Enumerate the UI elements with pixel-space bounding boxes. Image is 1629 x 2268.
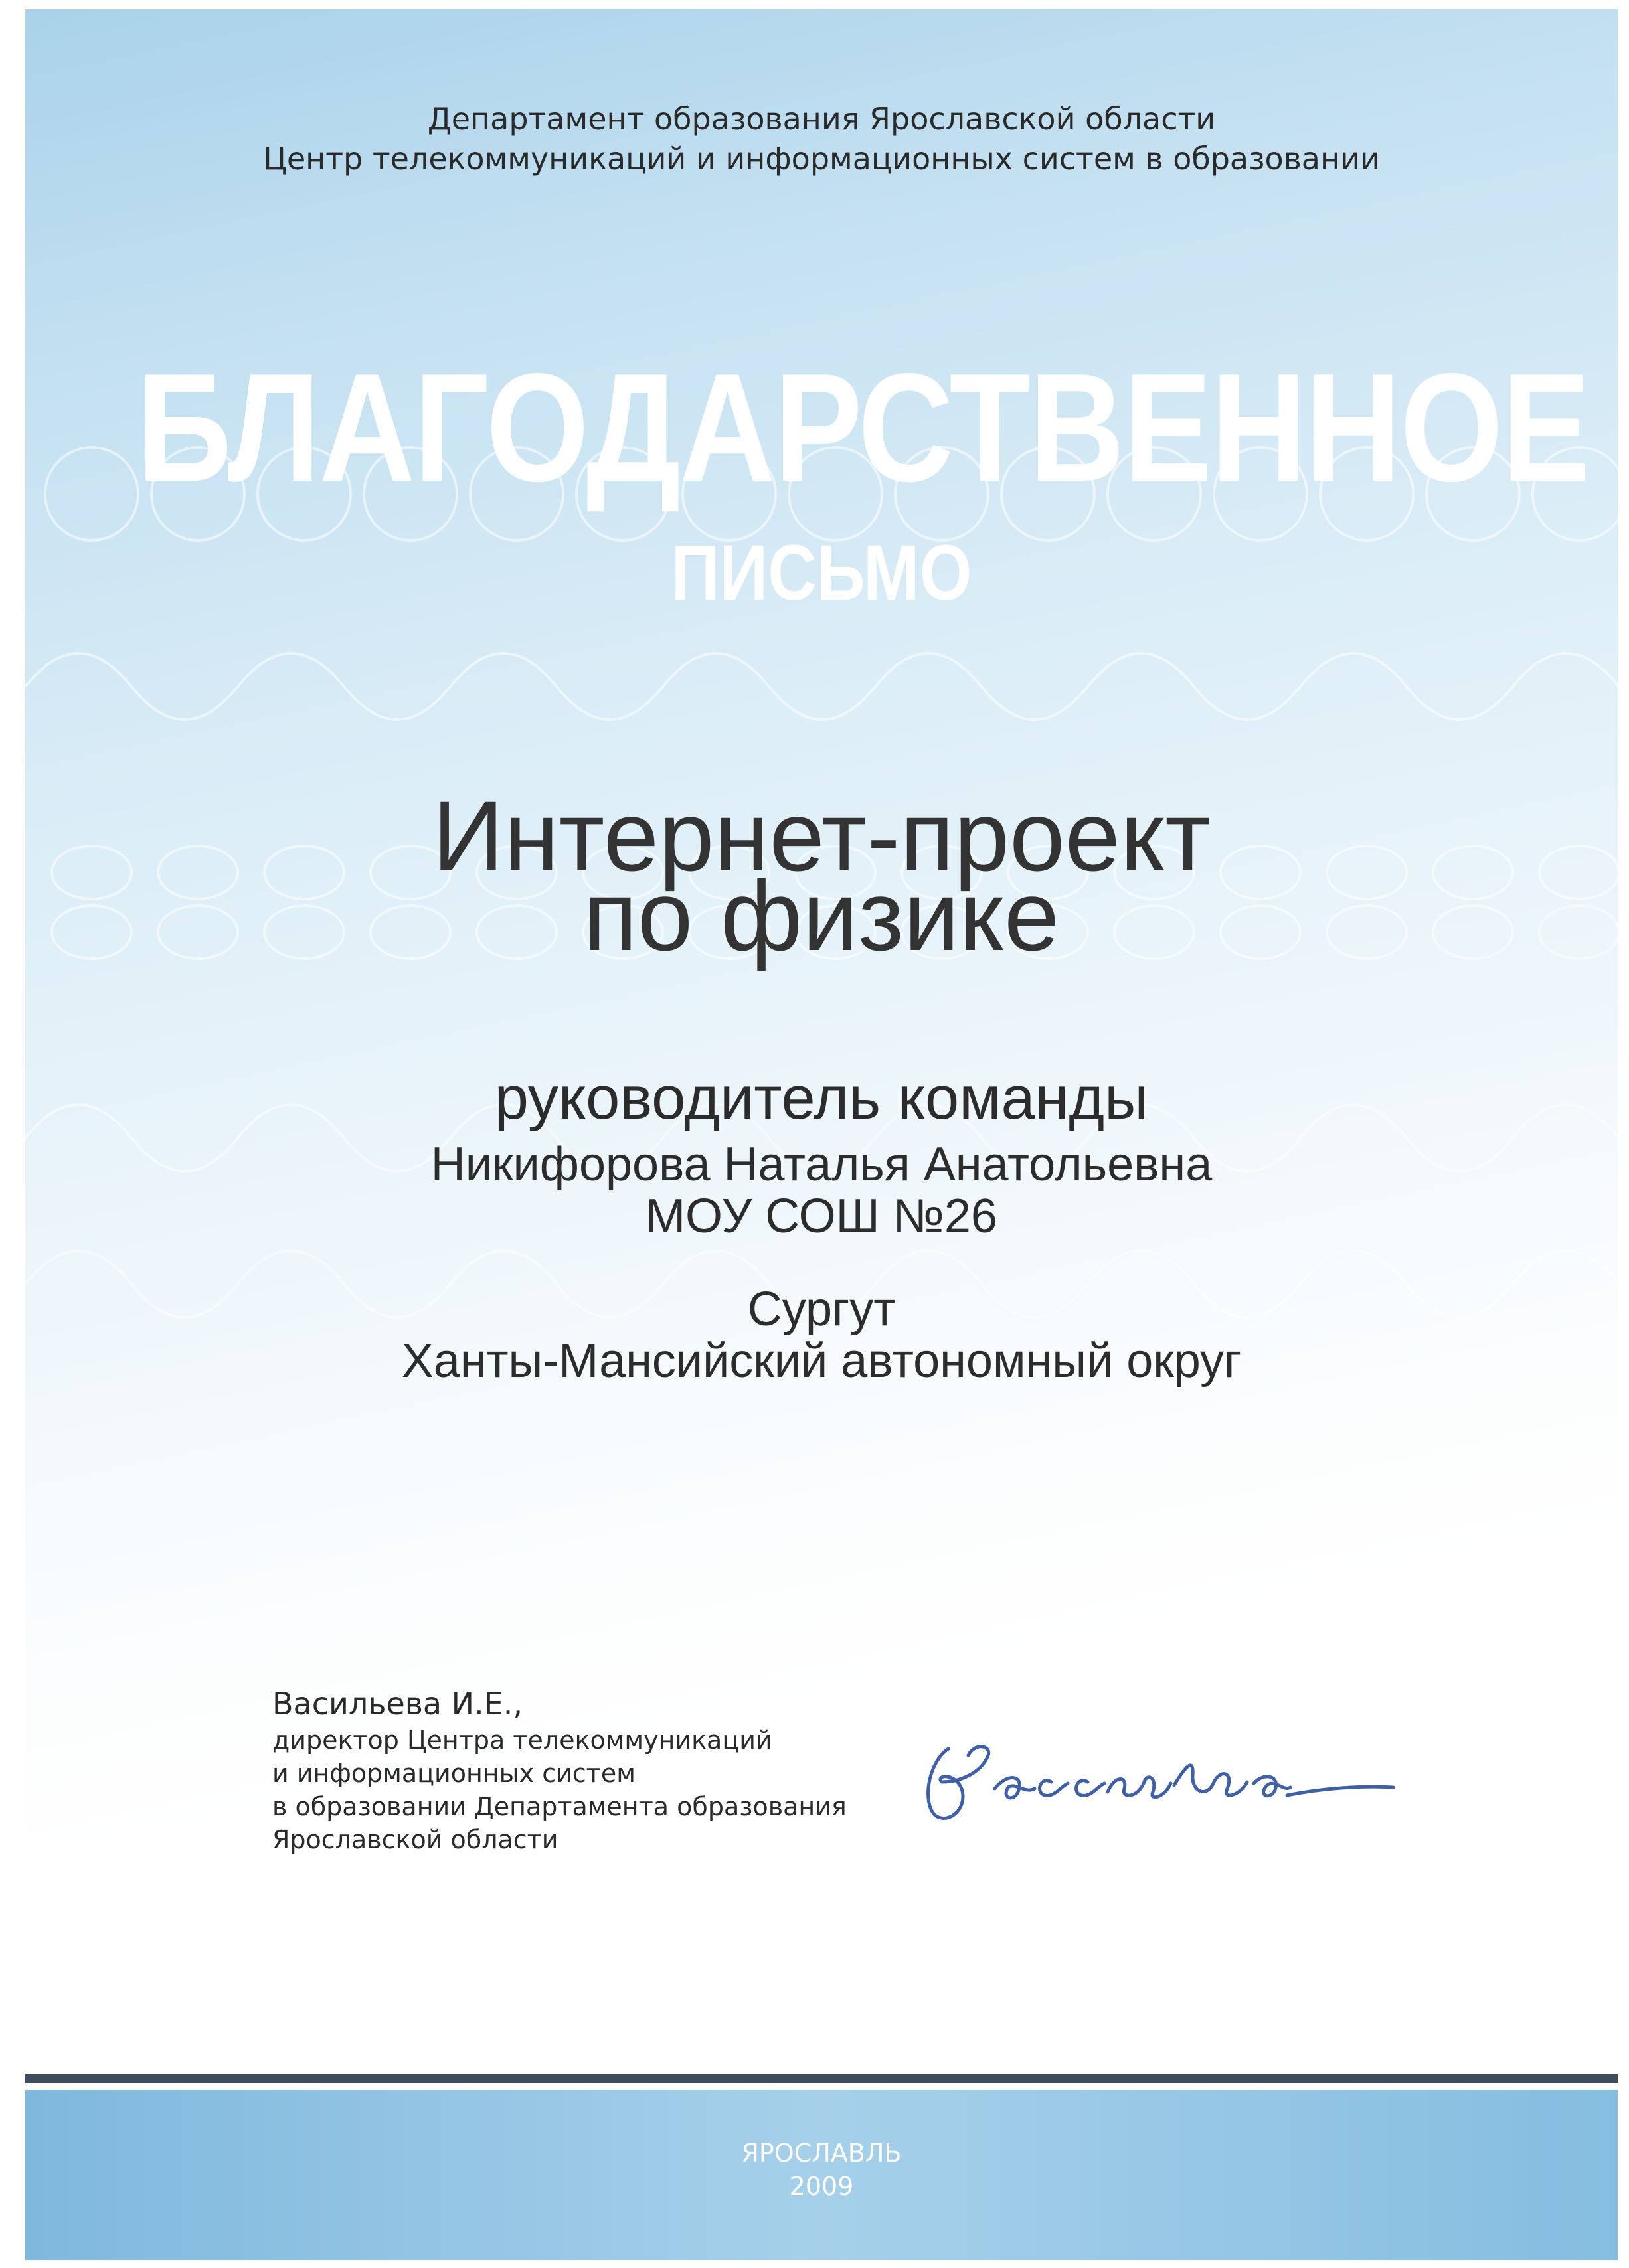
recipient-city: Сургут bbox=[747, 1283, 896, 1336]
signer-position-line: директор Центра телекоммуникаций bbox=[272, 1726, 772, 1755]
recipient-region: Ханты-Мансийский автономный округ bbox=[401, 1335, 1242, 1388]
signer-position-line: и информационных систем bbox=[272, 1759, 636, 1788]
signer-block bbox=[272, 1684, 847, 1856]
footer-year: 2009 bbox=[789, 2172, 854, 2201]
project-title-line1: Интернет-проект bbox=[432, 780, 1211, 892]
certificate-title: БЛАГОДАРСТВЕННОЕ bbox=[136, 342, 1589, 514]
signer-position-line: в образовании Департамента образования bbox=[272, 1792, 847, 1821]
handwritten-signature bbox=[908, 1709, 1400, 1842]
certificate-subtitle: ПИСЬМО bbox=[671, 529, 972, 617]
recipient-role: руководитель команды bbox=[494, 1064, 1149, 1132]
certificate-sheet bbox=[25, 9, 1618, 2260]
signer-position-line: Ярославской области bbox=[272, 1825, 558, 1854]
recipient-name: Никифорова Наталья Анатольевна bbox=[430, 1138, 1213, 1191]
footer-city: ЯРОСЛАВЛЬ bbox=[741, 2139, 902, 2168]
department-name: Департамент образования Ярославской области bbox=[427, 101, 1216, 137]
footer-divider bbox=[25, 2074, 1618, 2083]
project-title-line2: по физике bbox=[583, 860, 1060, 971]
recipient-school: МОУ СОШ №26 bbox=[645, 1190, 997, 1243]
signer-name: Васильева И.Е., bbox=[272, 1686, 523, 1722]
center-name: Центр телекоммуникаций и информационных систем в образовании bbox=[263, 141, 1380, 177]
